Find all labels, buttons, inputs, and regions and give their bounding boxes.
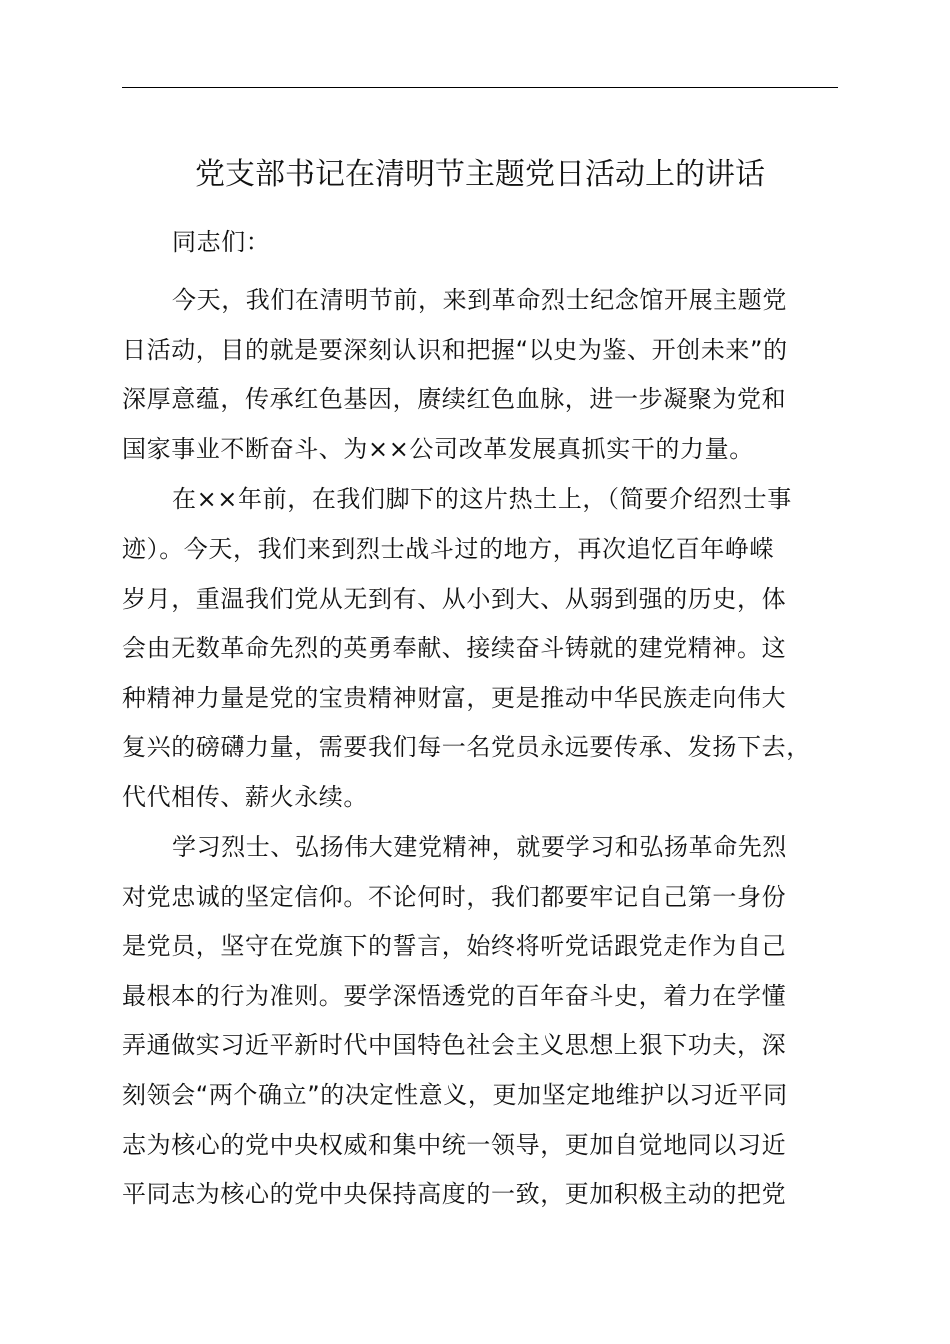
text-line: 会由无数革命先烈的英勇奉献、接续奋斗铸就的建党精神。这 [122, 634, 787, 662]
text-line: 种精神力量是党的宝贵精神财富，更是推动中华民族走向伟大 [122, 684, 787, 712]
text-line: 国家事业不断奋斗、为××公司改革发展真抓实干的力量。 [122, 435, 754, 463]
text-line: 志为核心的党中央权威和集中统一领导，更加自觉地同以习近 [122, 1131, 787, 1159]
text-line: 迹）。今天，我们来到烈士战斗过的地方，再次追忆百年峥嵘 [122, 535, 775, 563]
text-line: 日活动，目的就是要深刻认识和把握“以史为鉴、开创未来”的 [122, 336, 788, 364]
text-line: 最根本的行为准则。要学深悟透党的百年奋斗史，着力在学懂 [122, 982, 787, 1010]
text-line: 深厚意蕴，传承红色基因，赓续红色血脉，进一步凝聚为党和 [122, 385, 787, 413]
document-title: 党支部书记在清明节主题党日活动上的讲话 [195, 157, 765, 192]
salutation: 同志们： [172, 228, 271, 256]
text-line: 学习烈士、弘扬伟大建党精神，就要学习和弘扬革命先烈 [172, 833, 787, 861]
text-line: 在××年前，在我们脚下的这片热土上，（简要介绍烈士事 [172, 485, 792, 513]
text-line: 复兴的磅礴力量，需要我们每一名党员永远要传承、发扬下去， [122, 733, 811, 761]
text-line: 刻领会“两个确立”的决定性意义，更加坚定地维护以习近平同 [122, 1081, 788, 1109]
text-line: 今天，我们在清明节前，来到革命烈士纪念馆开展主题党 [172, 286, 787, 314]
text-line: 岁月，重温我们党从无到有、从小到大、从弱到强的历史，体 [122, 585, 787, 613]
text-line: 平同志为核心的党中央保持高度的一致，更加积极主动的把党 [122, 1180, 787, 1208]
text-line: 弄通做实习近平新时代中国特色社会主义思想上狠下功夫，深 [122, 1031, 787, 1059]
text-line: 对党忠诚的坚定信仰。不论何时，我们都要牢记自己第一身份 [122, 883, 787, 911]
header-rule [122, 87, 838, 88]
text-line: 是党员，坚守在党旗下的誓言，始终将听党话跟党走作为自己 [122, 932, 787, 960]
text-line: 代代相传、薪火永续。 [122, 783, 368, 811]
